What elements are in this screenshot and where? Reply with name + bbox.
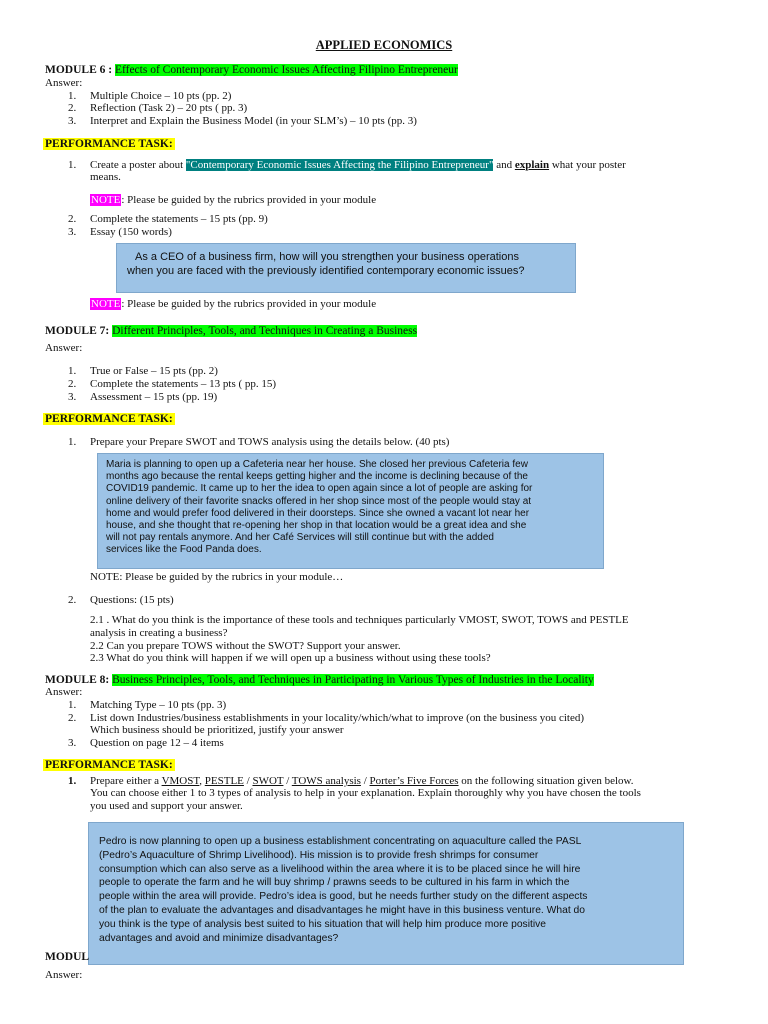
pedro-case-box: Pedro is now planning to open up a business establishment concentrating on aquaculture called the PASL (Pedro’s Aquaculture of Shrimp Livelihood). His mission is to provide fresh shrimps for consumer consumption which can also serve as a livelihood within the area where it is to be placed since he will hire people to operate the farm and he will buy shrimp / prawns seeds to be cultured in his farm in which the people within the area will provide. Pedro’s idea is good, but he needs further study on the different aspects of the plan to evaluate the advantages and disadvantages he might have in this business venture. What do you think is the type of analysis best suited to his situation that will help him produce more positive advantages and avoid and minimize disadvantages?	[88, 822, 684, 965]
list-item: 3. Essay (150 words)	[68, 226, 172, 238]
module7-answer-label: Answer:	[45, 342, 83, 354]
maria-case-box: Maria is planning to open up a Cafeteria near her house. She closed her previous Cafeteria few months ago because the rental keeps getting higher and the income is declining because of the COVID19 pandemic. It came up to her the idea to open again since a lot of people are asking for online delivery of their favorite snacks offered in her shop since most of the people would stay at home and would prefer food delivered in their doorsteps. Since she owned a vacant lot near her house, and she thought that re-opening her shop in that location would be a great idea and she will not pay rentals anymore. And her Café Services will still continue but with the added services like the Food Panda does.	[97, 453, 604, 569]
list-item: 2. List down Industries/business establishments in your locality/which/what to improve (on the business you cited)	[68, 712, 585, 724]
module7-heading: MODULE 7: Different Principles, Tools, and Techniques in Creating a Business	[45, 325, 418, 337]
question-line: 2.2 Can you prepare TOWS without the SWOT? Support your answer.	[90, 640, 401, 652]
list-item: 1. Matching Type – 10 pts (pp. 3)	[68, 699, 227, 711]
note-line: NOTE: Please be guided by the rubrics provided in your module	[91, 194, 377, 206]
performance-task-label: PERFORMANCE TASK:	[45, 413, 173, 425]
question-line: 2.1 . What do you think is the importance of these tools and techniques particularly VMOST, SWOT, TOWS and PESTLE	[90, 614, 629, 626]
essay-question-box: As a CEO of a business firm, how will you strengthen your business operations when you are faced with the previously identified contemporary economic issues?	[116, 243, 576, 293]
list-item: 1. True or False – 15 pts (pp. 2)	[68, 365, 218, 377]
note-line: NOTE: Please be guided by the rubrics provided in your module	[91, 298, 377, 310]
performance-task-label: PERFORMANCE TASK:	[45, 759, 173, 771]
footer-answer-label: Answer:	[45, 969, 83, 981]
note-line: NOTE: Please be guided by the rubrics in your module…	[90, 571, 344, 583]
performance-task-label: PERFORMANCE TASK:	[45, 138, 173, 150]
question-line: 2.3 What do you think will happen if we will open up a business without using these tools?	[90, 652, 491, 664]
document-title: APPLIED ECONOMICS	[315, 38, 453, 52]
list-item: 3. Assessment – 15 pts (pp. 19)	[68, 391, 218, 403]
list-item-continuation: Which business should be prioritized, justify your answer	[90, 724, 344, 736]
list-item: 3. Question on page 12 – 4 items	[68, 737, 224, 749]
list-item: 1. Create a poster about "Contemporary Economic Issues Affecting the Filipino Entrepreneur" and explain what your poster	[68, 159, 626, 171]
module6-heading: MODULE 6 : Effects of Contemporary Economic Issues Affecting Filipino Entrepreneur	[45, 64, 458, 76]
list-item: 1. Prepare your Prepare SWOT and TOWS analysis using the details below. (40 pts)	[68, 436, 450, 448]
task-line: You can choose either 1 to 3 types of analysis to help in your explanation. Explain thoroughly why you have chosen the tools	[90, 787, 641, 799]
list-item: 1. Multiple Choice – 10 pts (pp. 2)	[68, 90, 232, 102]
module8-heading: MODULE 8: Business Principles, Tools, and Techniques in Participating in Various Types of Industries in the Locality	[45, 674, 594, 686]
list-item: 2. Reflection (Task 2) – 20 pts ( pp. 3)	[68, 102, 248, 114]
list-item: 3. Interpret and Explain the Business Model (in your SLM’s) – 10 pts (pp. 3)	[68, 115, 417, 127]
module9-heading-partial: MODUL	[45, 951, 90, 963]
list-item: 2. Questions: (15 pts)	[68, 594, 174, 606]
question-line: analysis in creating a business?	[90, 627, 228, 639]
module6-topic: Effects of Contemporary Economic Issues Affecting Filipino Entrepreneur	[114, 64, 458, 76]
list-item: 2. Complete the statements – 13 pts ( pp. 15)	[68, 378, 277, 390]
list-item: 2. Complete the statements – 15 pts (pp. 9)	[68, 213, 268, 225]
module7-topic: Different Principles, Tools, and Techniques in Creating a Business	[112, 325, 418, 337]
list-item: 1. Prepare either a VMOST, PESTLE / SWOT / TOWS analysis / Porter’s Five Forces on the following situation given below.	[68, 775, 634, 787]
task-line: means.	[90, 171, 121, 183]
module8-answer-label: Answer:	[45, 686, 83, 698]
module6-answer-label: Answer:	[45, 77, 83, 89]
module8-topic: Business Principles, Tools, and Techniques in Participating in Various Types of Industries in the Locality	[112, 674, 594, 686]
task-line: you used and support your answer.	[90, 800, 243, 812]
